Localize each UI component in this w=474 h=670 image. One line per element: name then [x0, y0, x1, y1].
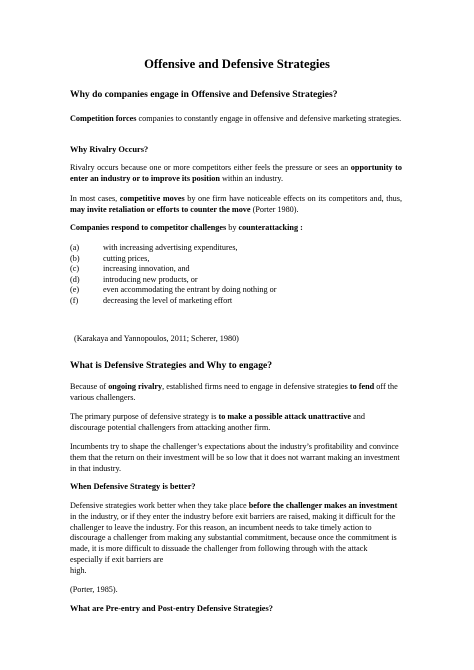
paragraph-primary-purpose — [70, 412, 402, 434]
list-item — [70, 254, 402, 265]
citation-karakaya: (Karakaya and Yannopoulos, 2011; Scherer, 1980) — [74, 334, 239, 343]
bold-text: counterattacking : — [238, 223, 303, 232]
text: by one firm have noticeable effects on its competitors and, thus, — [184, 194, 402, 203]
list-item-text: even accommodating the entrant by doing nothing or — [103, 285, 277, 295]
list-item — [70, 264, 402, 275]
text: companies to constantly engage in offensive and defensive marketing strategies. — [136, 114, 402, 123]
paragraph-competitive-moves — [70, 194, 402, 216]
section-heading-rivalry: Why Rivalry Occurs? — [70, 145, 149, 154]
paragraph-incumbents: Incumbents try to shape the challenger’s expectations about the industry’s profitability and convince them that the return on their investment will be so low that it does not warrant making an investment in that industry. — [70, 442, 400, 473]
list-item-text: decreasing the level of marketing effort — [103, 295, 233, 305]
list-item-text: cutting prices, — [103, 253, 150, 263]
bold-text: Competition forces — [70, 114, 137, 123]
section-heading-pre-post-entry: What are Pre-entry and Post-entry Defensive Strategies? — [70, 604, 273, 613]
list-item-text: introducing new products, or — [103, 274, 198, 284]
bold-text: competitive moves — [119, 194, 185, 203]
section-heading-defensive: What is Defensive Strategies and Why to engage? — [70, 360, 273, 371]
bold-text: opportunity to enter an industry or to improve its position — [70, 163, 402, 183]
text: by — [226, 223, 239, 232]
citation-porter-1985: (Porter, 1985). — [70, 585, 118, 594]
list-item — [70, 285, 402, 296]
text: in the industry, or if they enter the industry before exit barriers are raised, making it difficult for the challenger to leave the industry. For this reason, an incumbent needs to take timely action to discourage a challenger from making any substantial commitment, because once the commitment is made, it is more difficult to dissuade the challenger from following through with the attack especially if exit barriers are — [70, 511, 397, 564]
paragraph-defensive-timing — [70, 501, 402, 577]
list-marker: (a) — [70, 243, 80, 252]
list-marker: (f) — [70, 295, 79, 305]
text: Rivalry occurs because one or more competitors either feels the pressure or sees an — [70, 163, 351, 172]
text: The primary purpose of defensive strategy is — [70, 412, 219, 421]
paragraph-counterattack-intro — [70, 223, 402, 234]
bold-text: Companies respond to competitor challenges — [70, 223, 227, 232]
paragraph-rivalry-occurs — [70, 163, 402, 185]
paragraph-ongoing-rivalry — [70, 382, 402, 404]
list-marker: (b) — [70, 253, 80, 263]
text: Defensive strategies work better when they take place — [70, 501, 249, 510]
list-item-text: with increasing advertising expenditures, — [103, 243, 238, 252]
bold-text: before the challenger makes an investment — [248, 501, 398, 510]
document-title: Offensive and Defensive Strategies — [144, 57, 330, 71]
paragraph-competition-forces — [70, 114, 402, 125]
text: (Porter 1980). — [250, 204, 299, 214]
text: Because of — [70, 382, 109, 391]
text: and discourage potential challengers from attacking another firm. — [70, 412, 365, 432]
text: , established firms need to engage in defensive strategies — [162, 382, 350, 391]
text: within an industry. — [219, 173, 284, 183]
list-marker: (d) — [70, 274, 80, 284]
text: high. — [70, 565, 87, 575]
bold-text: may invite retaliation or efforts to counter the move — [70, 204, 251, 214]
list-marker: (c) — [70, 264, 80, 274]
counterattack-list — [70, 243, 402, 307]
text: off the various challengers. — [70, 382, 398, 402]
list-item — [70, 243, 402, 254]
list-item-text: increasing innovation, and — [103, 264, 190, 274]
section-heading-why-engage: Why do companies engage in Offensive and Defensive Strategies? — [70, 89, 338, 100]
list-item — [70, 296, 402, 307]
bold-text: to fend — [349, 382, 375, 391]
list-marker: (e) — [70, 285, 80, 295]
bold-text: ongoing rivalry — [108, 382, 163, 391]
section-heading-when-better: When Defensive Strategy is better? — [70, 482, 196, 491]
text: In most cases, — [70, 194, 120, 203]
list-item — [70, 275, 402, 286]
bold-text: to make a possible attack unattractive — [218, 412, 352, 421]
